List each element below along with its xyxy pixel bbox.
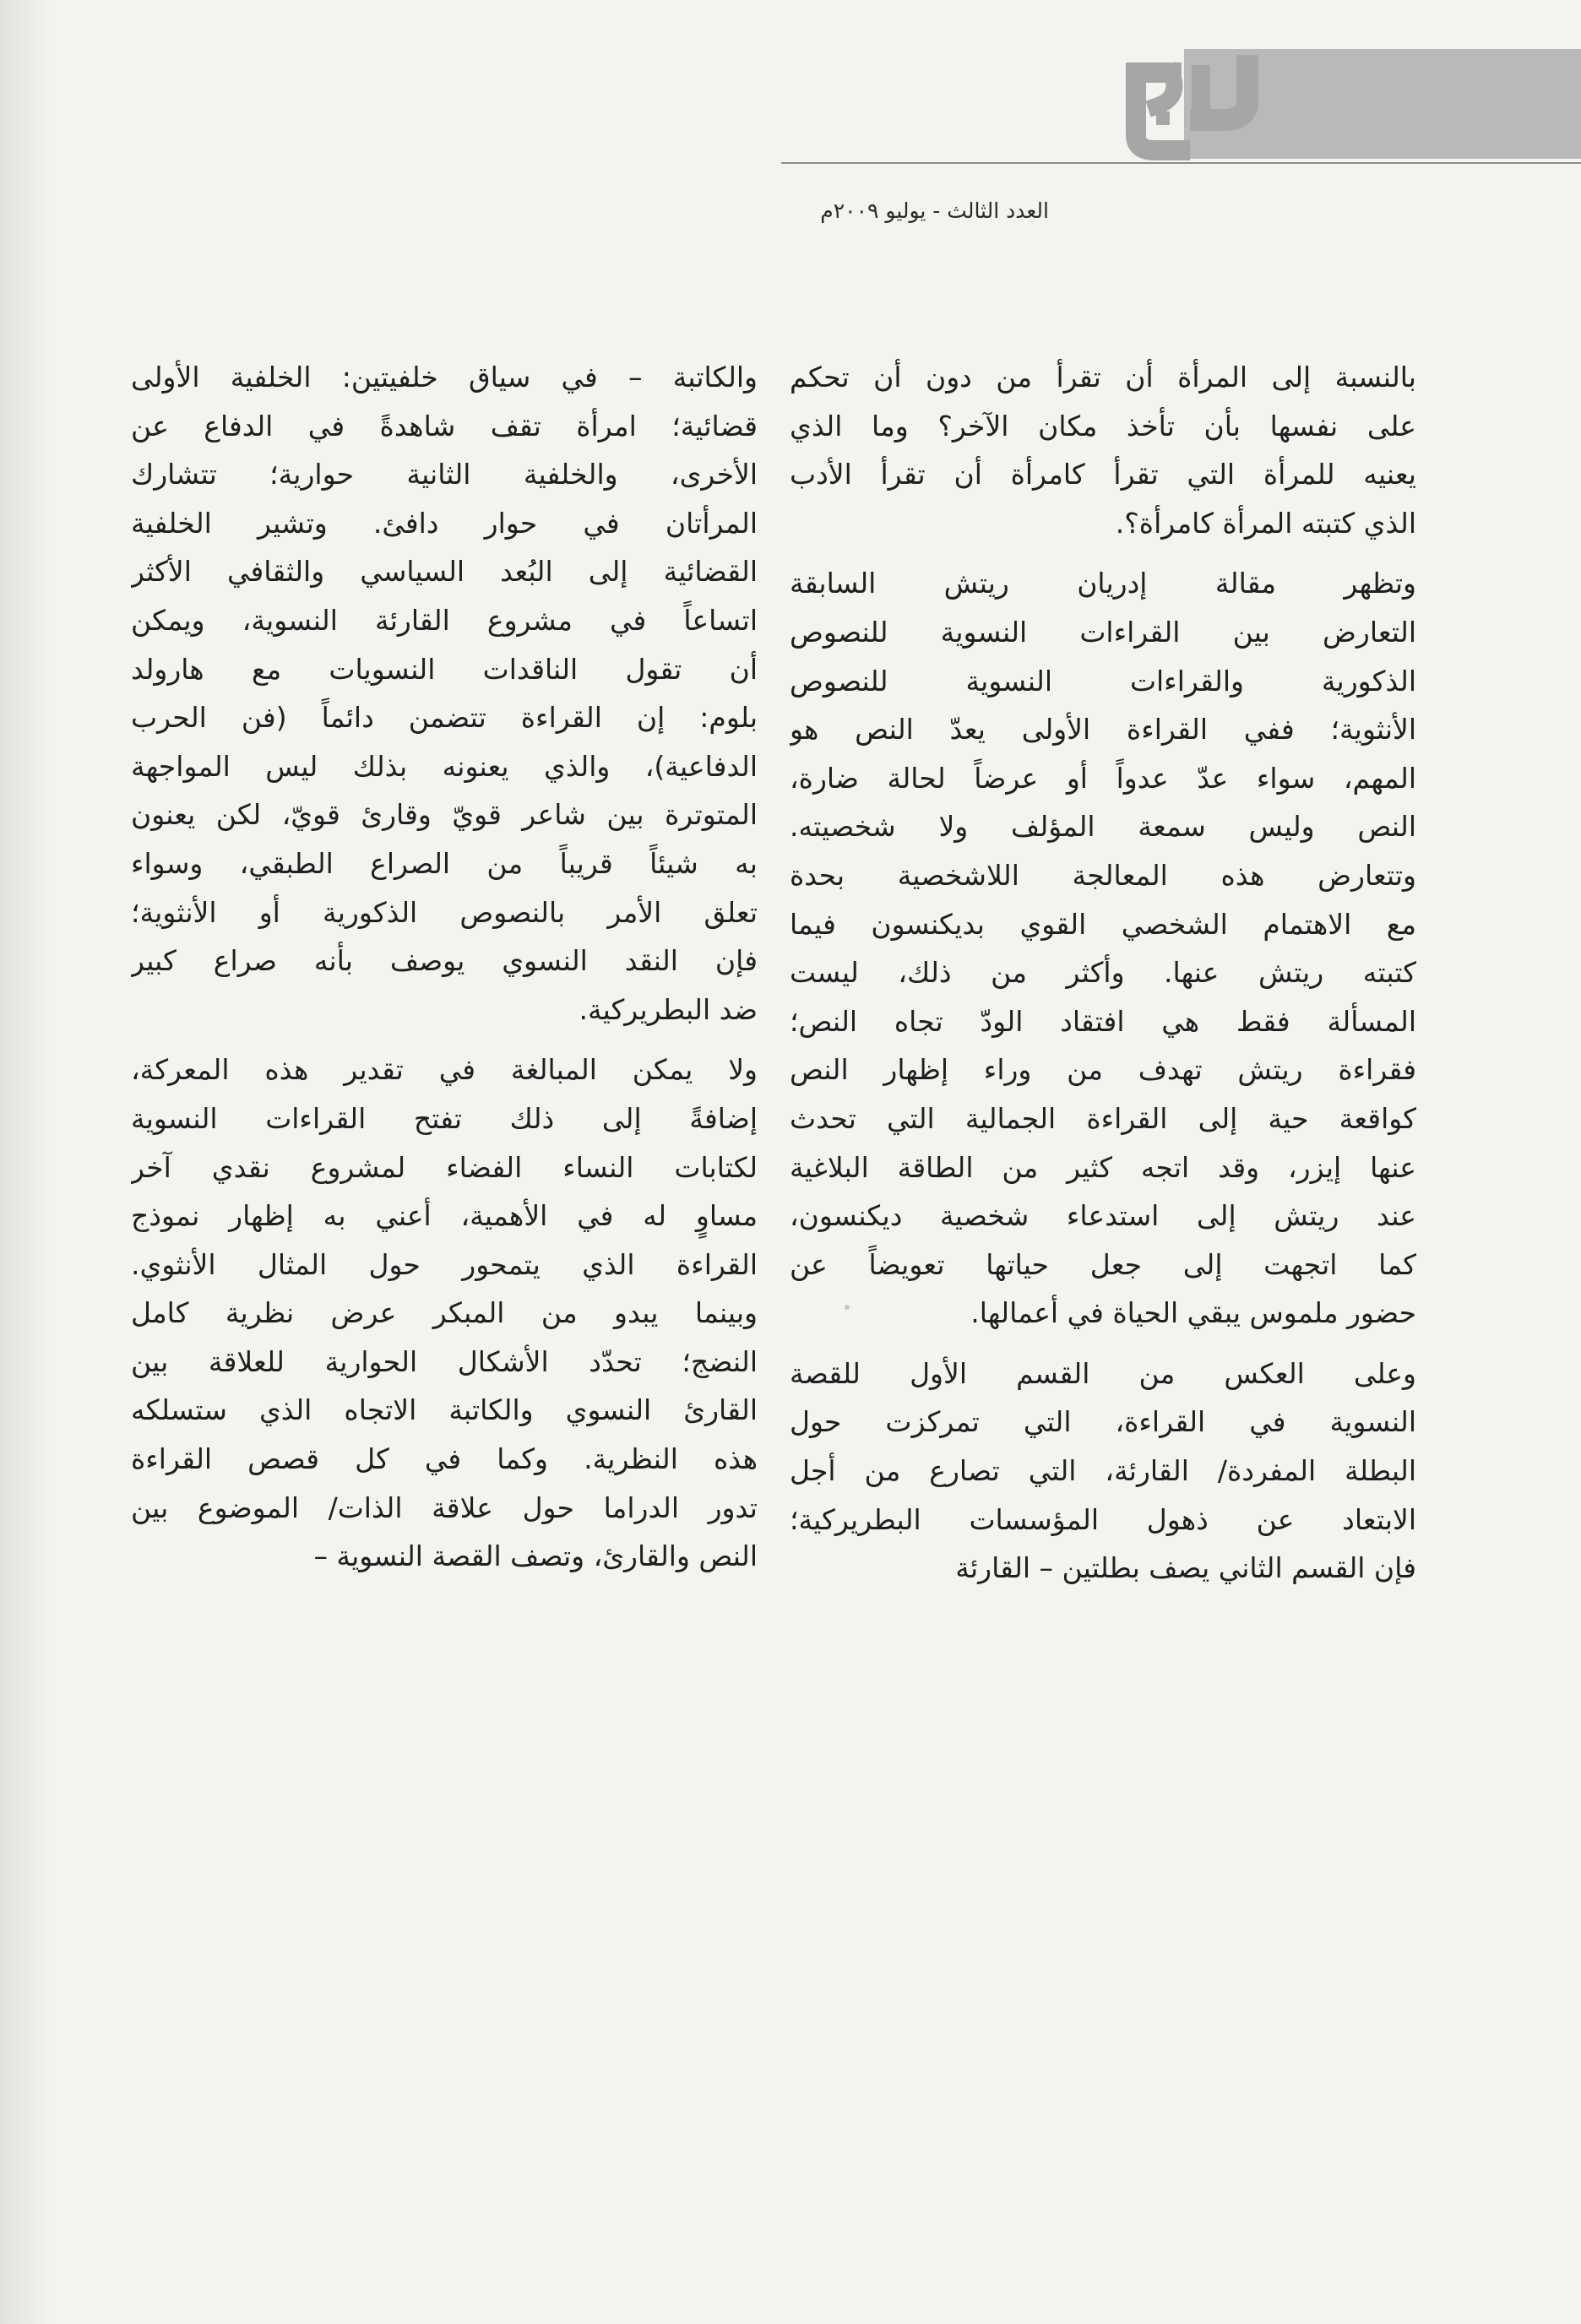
text-line: عند ريتش إلى استدعاء شخصية ديكنسون، (790, 1199, 1416, 1233)
paragraph-gap (790, 547, 1416, 559)
text-line: على نفسها بأن تأخذ مكان الآخر؟ وما الذي (790, 409, 1416, 443)
text-line: فإن القسم الثاني يصف بطلتين – القارئة (955, 1551, 1416, 1585)
paragraph (131, 1045, 758, 1581)
text-line: ضد البطريركية. (579, 992, 758, 1026)
text-line: القضائية إلى البُعد السياسي والثقافي الأكثر (131, 555, 758, 589)
text-line: اتساعاً في مشروع القارئة النسوية، ويمكن (131, 603, 758, 637)
text-line: مع الاهتمام الشخصي القوي بديكنسون فيما (790, 907, 1416, 941)
speck (845, 1305, 850, 1310)
text-line: النص والقارئ، وتصف القصة النسوية – (313, 1539, 758, 1573)
text-line: القراءة الذي يتمحور حول المثال الأنثوي. (131, 1247, 758, 1281)
text-line: الأنثوية؛ ففي القراءة الأولى يعدّ النص هو (790, 713, 1416, 747)
text-line: القارئ النسوي والكاتبة الاتجاه الذي ستسلكه (131, 1393, 758, 1427)
text-line: الذكورية والقراءات النسوية للنصوص (790, 664, 1416, 698)
text-line: المرأتان في حوار دافئ. وتشير الخلفية (131, 506, 758, 540)
text-line: كما اتجهت إلى جعل حياتها تعويضاً عن (790, 1247, 1416, 1281)
text-line: بلوم: إن القراءة تتضمن دائماً (فن الحرب (131, 701, 758, 735)
text-line: تعلق الأمر بالنصوص الذكورية أو الأنثوية؛ (131, 895, 758, 929)
text-line: تدور الدراما حول علاقة الذات/ الموضوع بين (131, 1491, 758, 1524)
text-line: الدفاعية)، والذي يعنونه بذلك ليس المواجهة (131, 749, 758, 783)
text-line: به شيئاً قريباً من الصراع الطبقي، وسواء (131, 846, 758, 880)
paragraph (790, 559, 1416, 1338)
text-line: إضافةً إلى ذلك تفتح القراءات النسوية (131, 1101, 758, 1135)
text-line: المهم، سواء عدّ عدواً أو عرضاً لحالة ضارة، (790, 761, 1416, 795)
text-line: وتظهر مقالة إدريان ريتش السابقة (790, 567, 1416, 600)
text-line: والكاتبة – في سياق خلفيتين: الخلفية الأولى (131, 361, 758, 394)
text-line: كواقعة حية إلى القراءة الجمالية التي تحدث (790, 1101, 1416, 1135)
text-line: عنها إيزر، وقد اتجه كثير من الطاقة البلاغية (790, 1150, 1416, 1184)
text-line: التعارض بين القراءات النسوية للنصوص (790, 615, 1416, 649)
text-line: أن تقول الناقدات النسويات مع هارولد (131, 652, 758, 686)
issue-line: العدد الثالث - يوليو ٢٠٠٩م (820, 198, 1049, 223)
text-line: الابتعاد عن ذهول المؤسسات البطريركية؛ (790, 1502, 1416, 1536)
text-column-right (790, 353, 1416, 1593)
text-line: المسألة فقط هي افتقاد الودّ تجاه النص؛ (790, 1004, 1416, 1038)
text-line: وعلى العكس من القسم الأول للقصة (790, 1356, 1416, 1390)
page-edge-shadow (0, 0, 51, 2324)
text-line: النضج؛ تحدّد الأشكال الحوارية للعلاقة بين (131, 1344, 758, 1378)
header-rule (781, 162, 1581, 164)
text-line: حضور ملموس يبقي الحياة في أعمالها. (970, 1296, 1416, 1330)
text-line: قضائية؛ امرأة تقف شاهدةً في الدفاع عن (131, 409, 758, 443)
paragraph (790, 1349, 1416, 1593)
logo (1121, 51, 1273, 162)
text-line: فإن النقد النسوي يوصف بأنه صراع كبير (131, 944, 758, 978)
text-line: الأخرى، والخلفية الثانية حوارية؛ تتشارك (131, 458, 758, 491)
text-line: بالنسبة إلى المرأة أن تقرأ من دون أن تحكم (790, 361, 1416, 394)
text-line: ولا يمكن المبالغة في تقدير هذه المعركة، (131, 1053, 758, 1087)
text-line: فقراءة ريتش تهدف من وراء إظهار النص (790, 1053, 1416, 1087)
text-column-left (131, 353, 758, 1581)
text-line: النسوية في القراءة، التي تمركزت حول (790, 1405, 1416, 1439)
text-line: مساوٍ له في الأهمية، أعني به إظهار نموذج (131, 1199, 758, 1233)
text-line: المتوترة بين شاعر قويّ وقارئ قويّ، لكن يعنون (131, 798, 758, 832)
paragraph-gap (131, 1034, 758, 1045)
text-line: كتبته ريتش عنها. وأكثر من ذلك، ليست (790, 956, 1416, 990)
text-line: لكتابات النساء الفضاء لمشروع نقدي آخر (131, 1150, 758, 1184)
text-line: النص وليس سمعة المؤلف ولا شخصيته. (790, 810, 1416, 844)
paragraph-gap (790, 1338, 1416, 1349)
text-line: الذي كتبته المرأة كامرأة؟. (1115, 506, 1416, 540)
text-line: وتتعارض هذه المعالجة اللاشخصية بحدة (790, 858, 1416, 892)
paragraph (131, 353, 758, 1034)
text-line: البطلة المفردة/ القارئة، التي تصارع من أجل (790, 1454, 1416, 1488)
text-line: وبينما يبدو من المبكر عرض نظرية كامل (131, 1296, 758, 1330)
text-line: هذه النظرية. وكما في كل قصص القراءة (131, 1442, 758, 1476)
text-line: يعنيه للمرأة التي تقرأ كامرأة أن تقرأ الأدب (790, 458, 1416, 491)
paragraph (790, 353, 1416, 547)
